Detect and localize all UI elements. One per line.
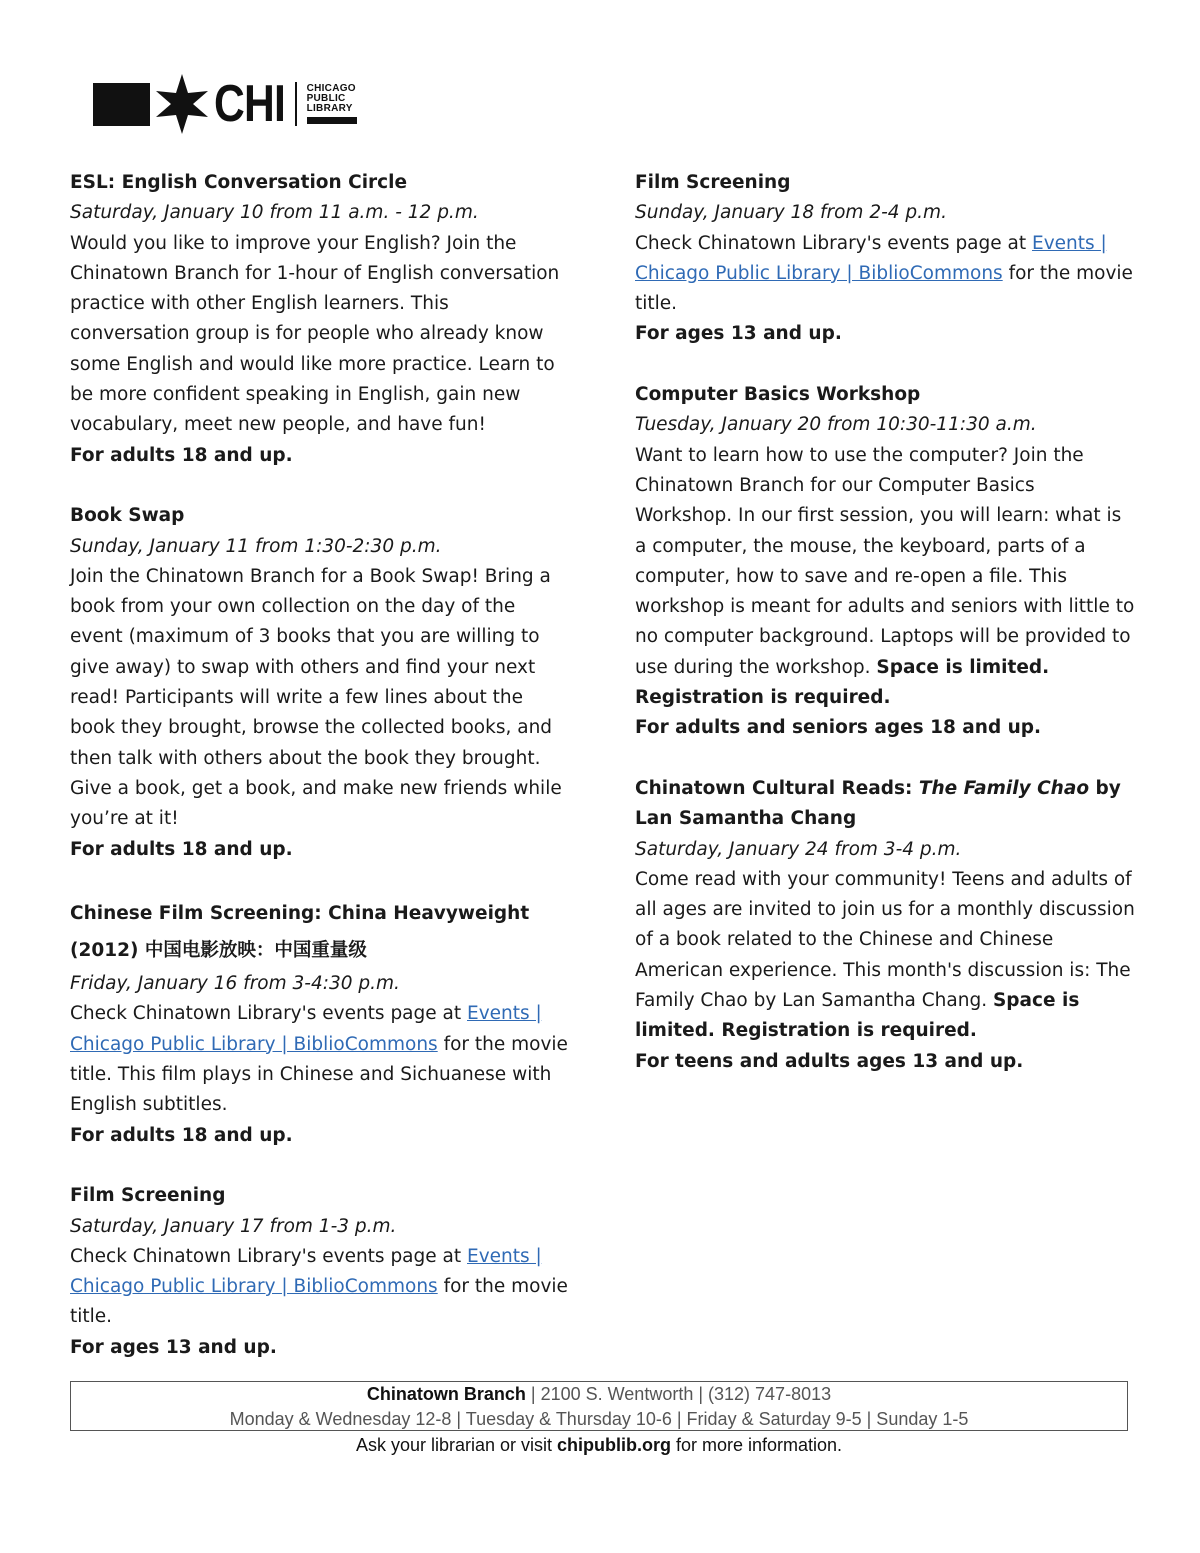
event-cultural-reads <box>635 774 1135 1077</box>
event-date: Saturday, January 24 from 3-4 p.m. <box>635 838 962 860</box>
event-date: Sunday, January 18 from 2-4 p.m. <box>635 202 947 224</box>
description-text: Check Chinatown Library's events page at <box>70 1245 468 1267</box>
event-chinese-film-screening <box>70 895 570 1151</box>
branch-line <box>71 1382 1127 1407</box>
event-description: Would you like to improve your English? Join the Chinatown Branch for 1-hour of English conversation practice with other English learners. This conversation group is for people who already know some English and would like more practice. Learn to be more confident speaking in English, gain new vocabulary, meet new people, and have fun! <box>70 232 560 436</box>
event-audience: For teens and adults ages 13 and up. <box>635 1050 1024 1072</box>
event-date: Tuesday, January 20 from 10:30-11:30 a.m. <box>635 414 1037 436</box>
branch-address-phone: | 2100 S. Wentworth | (312) 747-8013 <box>525 1384 832 1404</box>
event-computer-basics <box>635 380 1135 744</box>
event-book-swap <box>70 501 570 865</box>
event-title: Book Swap <box>70 505 185 527</box>
event-title: ESL: English Conversation Circle <box>70 172 408 193</box>
logo-line-library: LIBRARY <box>306 103 353 114</box>
right-event-column <box>635 168 1135 1107</box>
description-text: for the movie title. This film plays in Chinese and Sichuanese with English subtitles. <box>70 1033 568 1116</box>
event-description <box>635 441 1135 714</box>
logo-square-shape <box>93 83 150 126</box>
event-audience: For adults 18 and up. <box>70 444 293 466</box>
event-film-screening-jan17 <box>70 1181 570 1363</box>
event-audience: For adults 18 and up. <box>70 838 293 860</box>
event-date: Saturday, January 17 from 1-3 p.m. <box>70 1215 397 1237</box>
description-text: for the movie title. <box>635 262 1133 315</box>
website-link[interactable]: chipublib.org <box>557 1435 671 1455</box>
note-text: Ask your librarian or visit <box>355 1435 557 1455</box>
events-biblio-link[interactable]: Events | Chicago Public Library | BiblioCommons <box>70 1245 542 1298</box>
event-date: Friday, January 16 from 3-4:30 p.m. <box>70 973 400 995</box>
logo-bar <box>307 117 357 124</box>
event-audience: For adults 18 and up. <box>70 1124 293 1146</box>
title-text: by Lan Samantha Chang <box>635 777 1121 830</box>
event-title <box>635 774 1135 835</box>
title-text: Chinatown Cultural Reads: <box>635 777 919 799</box>
note-text: for more information. <box>671 1435 843 1455</box>
description-text: for the movie title. <box>70 1276 568 1328</box>
logo-line-chicago: CHICAGO <box>306 83 356 94</box>
event-description <box>70 1242 570 1333</box>
event-description <box>70 999 570 1120</box>
branch-info-box <box>70 1381 1128 1431</box>
events-biblio-link[interactable]: Events | Chicago Public Library | BiblioCommons <box>635 232 1107 284</box>
description-text: Check Chinatown Library's events page at <box>635 232 1033 254</box>
logo-text <box>307 84 357 124</box>
description-text: Check Chinatown Library's events page at <box>70 1003 468 1025</box>
registration-note: Space is limited. Registration is required. <box>635 656 1050 709</box>
event-date: Sunday, January 11 from 1:30-2:30 p.m. <box>70 535 442 557</box>
chicago-public-library-logo <box>93 73 357 135</box>
registration-note: Space is limited. Registration is required. <box>635 990 1080 1042</box>
book-title: The Family Chao <box>918 777 1090 799</box>
event-esl-conversation <box>70 168 570 471</box>
logo-wordmark: CHI <box>214 75 285 133</box>
event-description <box>635 229 1135 320</box>
event-title: Chinese Film Screening: China Heavyweight (2012) 中国电影放映：中国重量级 <box>70 903 530 962</box>
left-event-column <box>70 168 570 1393</box>
event-audience: For ages 13 and up. <box>635 323 842 345</box>
logo-line-public: PUBLIC <box>306 93 346 104</box>
event-date: Saturday, January 10 from 11 a.m. - 12 p.m. <box>70 202 479 224</box>
six-point-star-icon <box>152 73 212 135</box>
event-description <box>635 865 1135 1047</box>
event-title: Film Screening <box>635 172 791 193</box>
events-biblio-link[interactable]: Events | Chicago Public Library | BiblioCommons <box>70 1003 542 1055</box>
branch-name: Chinatown Branch <box>366 1384 526 1404</box>
event-title: Computer Basics Workshop <box>635 384 921 406</box>
event-audience: For adults and seniors ages 18 and up. <box>635 717 1042 739</box>
event-film-screening-jan18 <box>635 168 1135 350</box>
logo-divider <box>295 82 297 126</box>
description-text: Want to learn how to use the computer? Join the Chinatown Branch for our Computer Basics Workshop. In our first session, you will learn: what is a computer, the mouse, the keyboard, parts of a computer, how to save and re-open a file. This workshop is meant for adults and seniors with little to no computer background. Laptops will be provided to use during the workshop. <box>635 444 1135 678</box>
event-title: Film Screening <box>70 1185 226 1207</box>
description-text: Come read with your community! Teens and adults of all ages are invited to join us for a monthly discussion of a book related to the Chinese and Chinese American experience. This month's discussion is: The Family Chao by Lan Samantha Chang. <box>635 868 1135 1012</box>
event-audience: For ages 13 and up. <box>70 1336 277 1358</box>
event-description: Join the Chinatown Branch for a Book Swap! Bring a book from your own collection on the day of the event (maximum of 3 books that you are willing to give away) to swap with others and find your next read! Participants will write a few lines about the book they brought, browse the collected books, and then talk with others about the book they brought. Give a book, get a book, and make new friends while you’re at it! <box>70 565 562 830</box>
branch-hours: Monday & Wednesday 12-8 | Tuesday & Thursday 10-6 | Friday & Saturday 9-5 | Sunday 1-5 <box>229 1409 969 1429</box>
footer-note <box>70 1433 1128 1458</box>
